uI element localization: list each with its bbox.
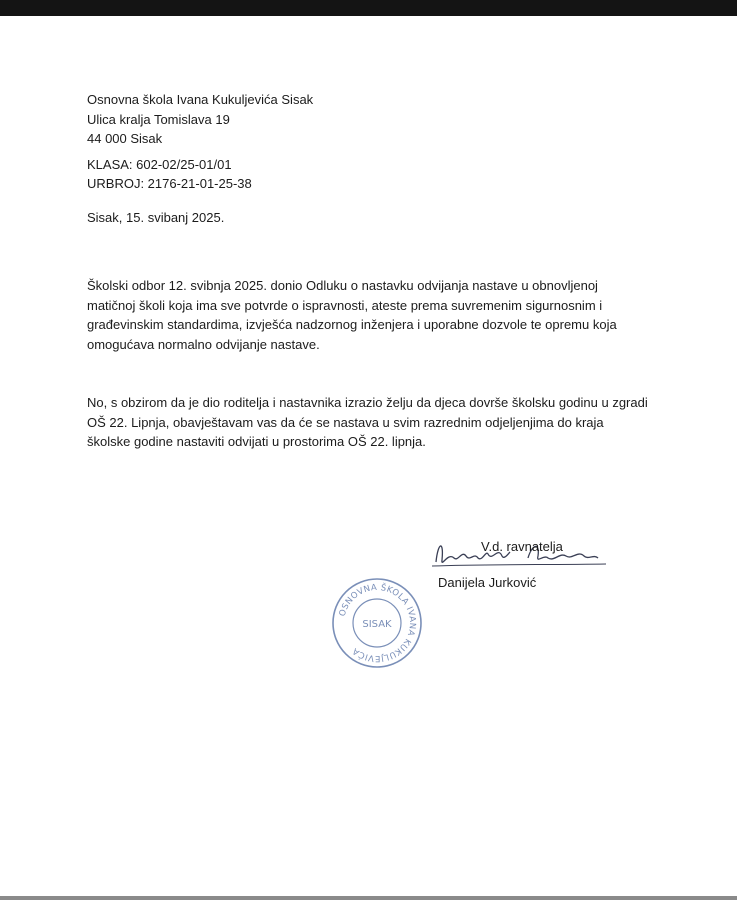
date-line: Sisak, 15. svibanj 2025.	[87, 210, 225, 225]
signature-title: V.d. ravnatelja	[481, 539, 563, 554]
paragraph-line: Školski odbor 12. svibnja 2025. donio Odluku o nastavku odvijanja nastave u obnovljenoj	[87, 278, 598, 293]
school-city: 44 000 Sisak	[87, 131, 163, 146]
paragraph-line: omogućava normalno odvijanje nastave.	[87, 336, 320, 352]
paragraph-line: matičnoj školi koja ima sve potvrde o ispravnosti, ateste prema suvremenim sigurnosnim i	[87, 297, 603, 313]
bottom-frame-bar	[0, 896, 737, 900]
stamp-ring-text: OSNOVNA ŠKOLA IVANA KUKULJEVIĆA	[337, 582, 418, 664]
paragraph-line: građevinskim standardima, izvješća nadzornog inženjera i uporabne dozvole te opremu koja	[87, 317, 617, 332]
paragraph-line: No, s obzirom da je dio roditelja i nastavnika izrazio želju da djeca dovrše školsku godinu u zgradi	[87, 395, 648, 410]
klasa-number: KLASA: 602-02/25-01/01	[87, 157, 232, 172]
stamp-center-text: SISAK	[362, 619, 392, 630]
urbroj-number: URBROJ: 2176-21-01-25-38	[87, 176, 252, 191]
school-street: Ulica kralja Tomislava 19	[87, 112, 230, 127]
signature-name: Danijela Jurković	[438, 575, 537, 590]
school-stamp	[330, 576, 424, 670]
paragraph-line: školske godine nastaviti odvijati u prostorima OŠ 22. lipnja.	[87, 434, 426, 449]
paragraph-decision	[87, 276, 647, 354]
paragraph-line: OŠ 22. Lipnja, obavještavam vas da će se nastava u svim razrednim odjeljenjima do kraja	[87, 414, 604, 430]
school-name: Osnovna škola Ivana Kukuljevića Sisak	[87, 92, 314, 107]
paragraph-notice	[87, 393, 647, 452]
